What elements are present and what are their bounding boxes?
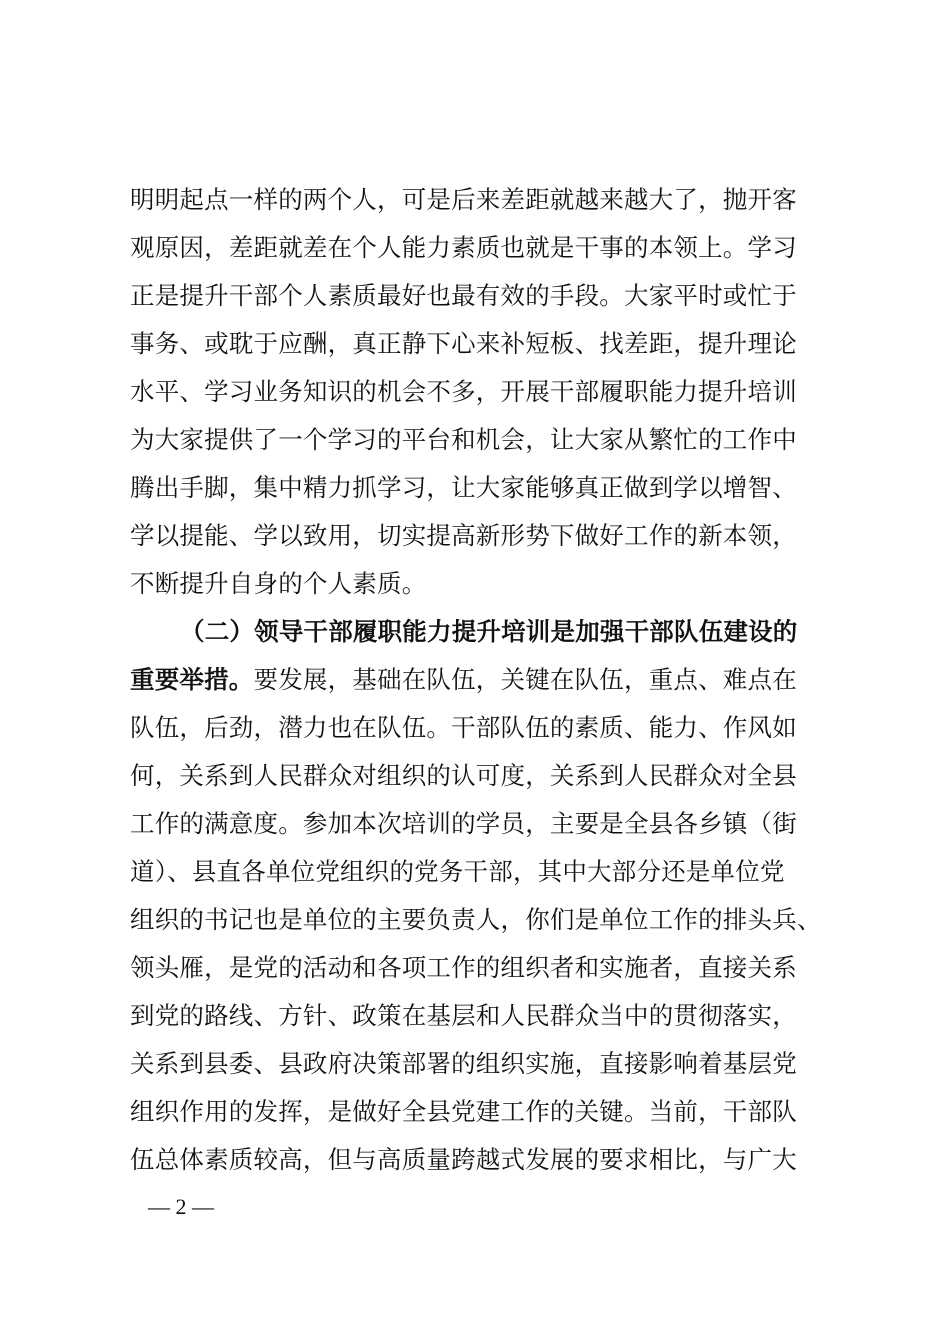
- text-line: 伍总体素质较高，但与高质量跨越式发展的要求相比，与广大: [130, 1145, 797, 1174]
- paragraph-2: [130, 608, 850, 1184]
- text-line: [130, 656, 850, 704]
- text-line: 明明起点一样的两个人，可是后来差距就越来越大了，抛开客: [130, 185, 797, 214]
- text-line: 正是提升干部个人素质最好也最有效的手段。大家平时或忙于: [130, 281, 797, 310]
- section-heading: （二）领导干部履职能力提升培训是加强干部队伍建设的: [180, 617, 798, 646]
- text-line: 水平、学习业务知识的机会不多，开展干部履职能力提升培训: [130, 377, 797, 406]
- text-line: 学以提能、学以致用，切实提高新形势下做好工作的新本领，: [130, 521, 797, 550]
- text-line: 工作的满意度。参加本次培训的学员，主要是全县各乡镇（街: [130, 809, 797, 838]
- text-line: 组织的书记也是单位的主要负责人，你们是单位工作的排头兵、: [130, 905, 822, 934]
- text-line: 观原因，差距就差在个人能力素质也就是干事的本领上。学习: [130, 233, 797, 262]
- paragraph-1: [130, 176, 850, 608]
- page-number: — 2 —: [148, 1194, 214, 1219]
- text-line: 不断提升自身的个人素质。: [130, 569, 427, 598]
- text-line: 何，关系到人民群众对组织的认可度，关系到人民群众对全县: [130, 761, 797, 790]
- text-run: 要发展，基础在队伍，关键在队伍，重点、难点在: [253, 665, 797, 694]
- text-line: 腾出手脚，集中精力抓学习，让大家能够真正做到学以增智、: [130, 473, 797, 502]
- text-line: 事务、或耽于应酬，真正静下心来补短板、找差距，提升理论: [130, 329, 797, 358]
- body-text: [130, 176, 850, 1184]
- text-line: 队伍，后劲，潜力也在队伍。干部队伍的素质、能力、作风如: [130, 713, 797, 742]
- section-heading-end: 重要举措。: [130, 665, 254, 694]
- text-line: 道）、县直各单位党组织的党务干部，其中大部分还是单位党: [130, 857, 785, 886]
- text-line: 到党的路线、方针、政策在基层和人民群众当中的贯彻落实，: [130, 1001, 797, 1030]
- text-line: 关系到县委、县政府决策部署的组织实施，直接影响着基层党: [130, 1049, 797, 1078]
- text-line: 为大家提供了一个学习的平台和机会，让大家从繁忙的工作中: [130, 425, 797, 454]
- text-line: 组织作用的发挥，是做好全县党建工作的关键。当前，干部队: [130, 1097, 797, 1126]
- text-line: 领头雁，是党的活动和各项工作的组织者和实施者，直接关系: [130, 953, 797, 982]
